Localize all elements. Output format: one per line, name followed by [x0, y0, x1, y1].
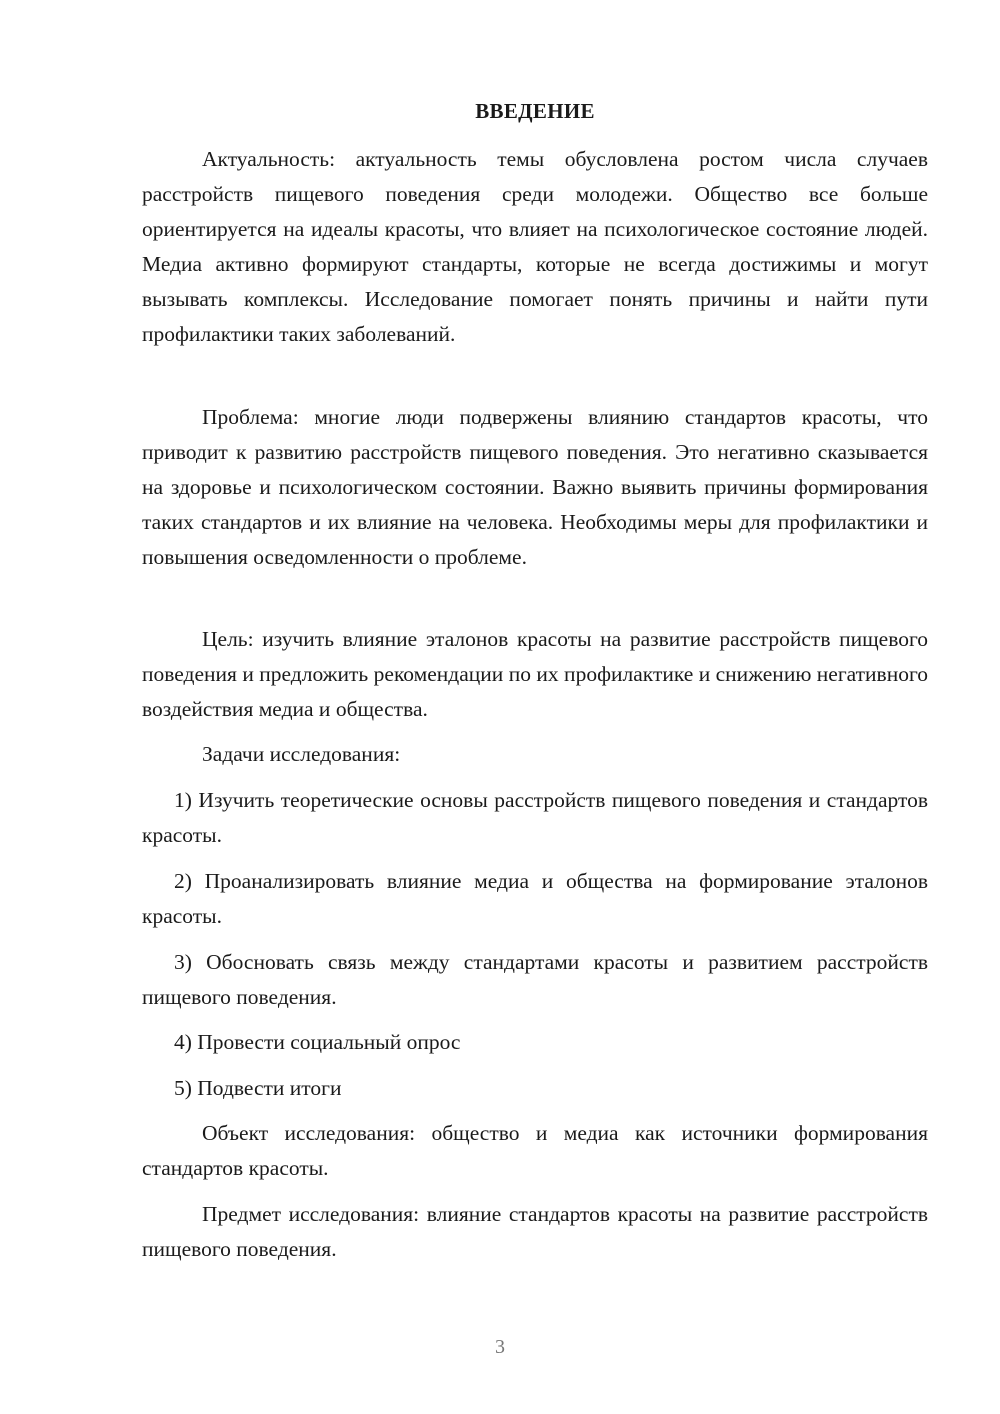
goal-paragraph: Цель: изучить влияние эталонов красоты на развитие расстройств пищевого поведения и предложить рекомендации по их профилактике и снижению негативного воздействия медиа и общества.	[142, 627, 928, 721]
section-heading: ВВЕДЕНИЕ	[475, 99, 595, 123]
task-item: 1) Изучить теоретические основы расстройств пищевого поведения и стандартов красоты.	[142, 788, 928, 847]
relevance-paragraph: Актуальность: актуальность темы обусловлена ростом числа случаев расстройств пищевого поведения среди молодежи. Общество все больше ориентируется на идеалы красоты, что влияет на психологическое состояние людей. Медиа активно формируют стандарты, которые не всегда достижимы и могут вызывать комплексы. Исследование помогает понять причины и найти пути профилактики таких заболеваний.	[142, 147, 928, 346]
task-item: 5) Подвести итоги	[174, 1076, 342, 1100]
object-paragraph: Объект исследования: общество и медиа как источники формирования стандартов красоты.	[142, 1121, 928, 1180]
subject-paragraph: Предмет исследования: влияние стандартов красоты на развитие расстройств пищевого поведения.	[142, 1202, 928, 1261]
task-item: 4) Провести социальный опрос	[174, 1030, 461, 1054]
task-item: 2) Проанализировать влияние медиа и общества на формирование эталонов красоты.	[142, 869, 928, 928]
problem-paragraph: Проблема: многие люди подвержены влиянию стандартов красоты, что приводит к развитию расстройств пищевого поведения. Это негативно сказывается на здоровье и психологическом состоянии. Важно выявить причины формирования таких стандартов и их влияние на человека. Необходимы меры для профилактики и повышения осведомленности о проблеме.	[142, 405, 928, 569]
tasks-heading: Задачи исследования:	[202, 742, 401, 766]
task-item: 3) Обосновать связь между стандартами красоты и развитием расстройств пищевого поведения.	[142, 950, 928, 1009]
page-number: 3	[495, 1336, 505, 1358]
